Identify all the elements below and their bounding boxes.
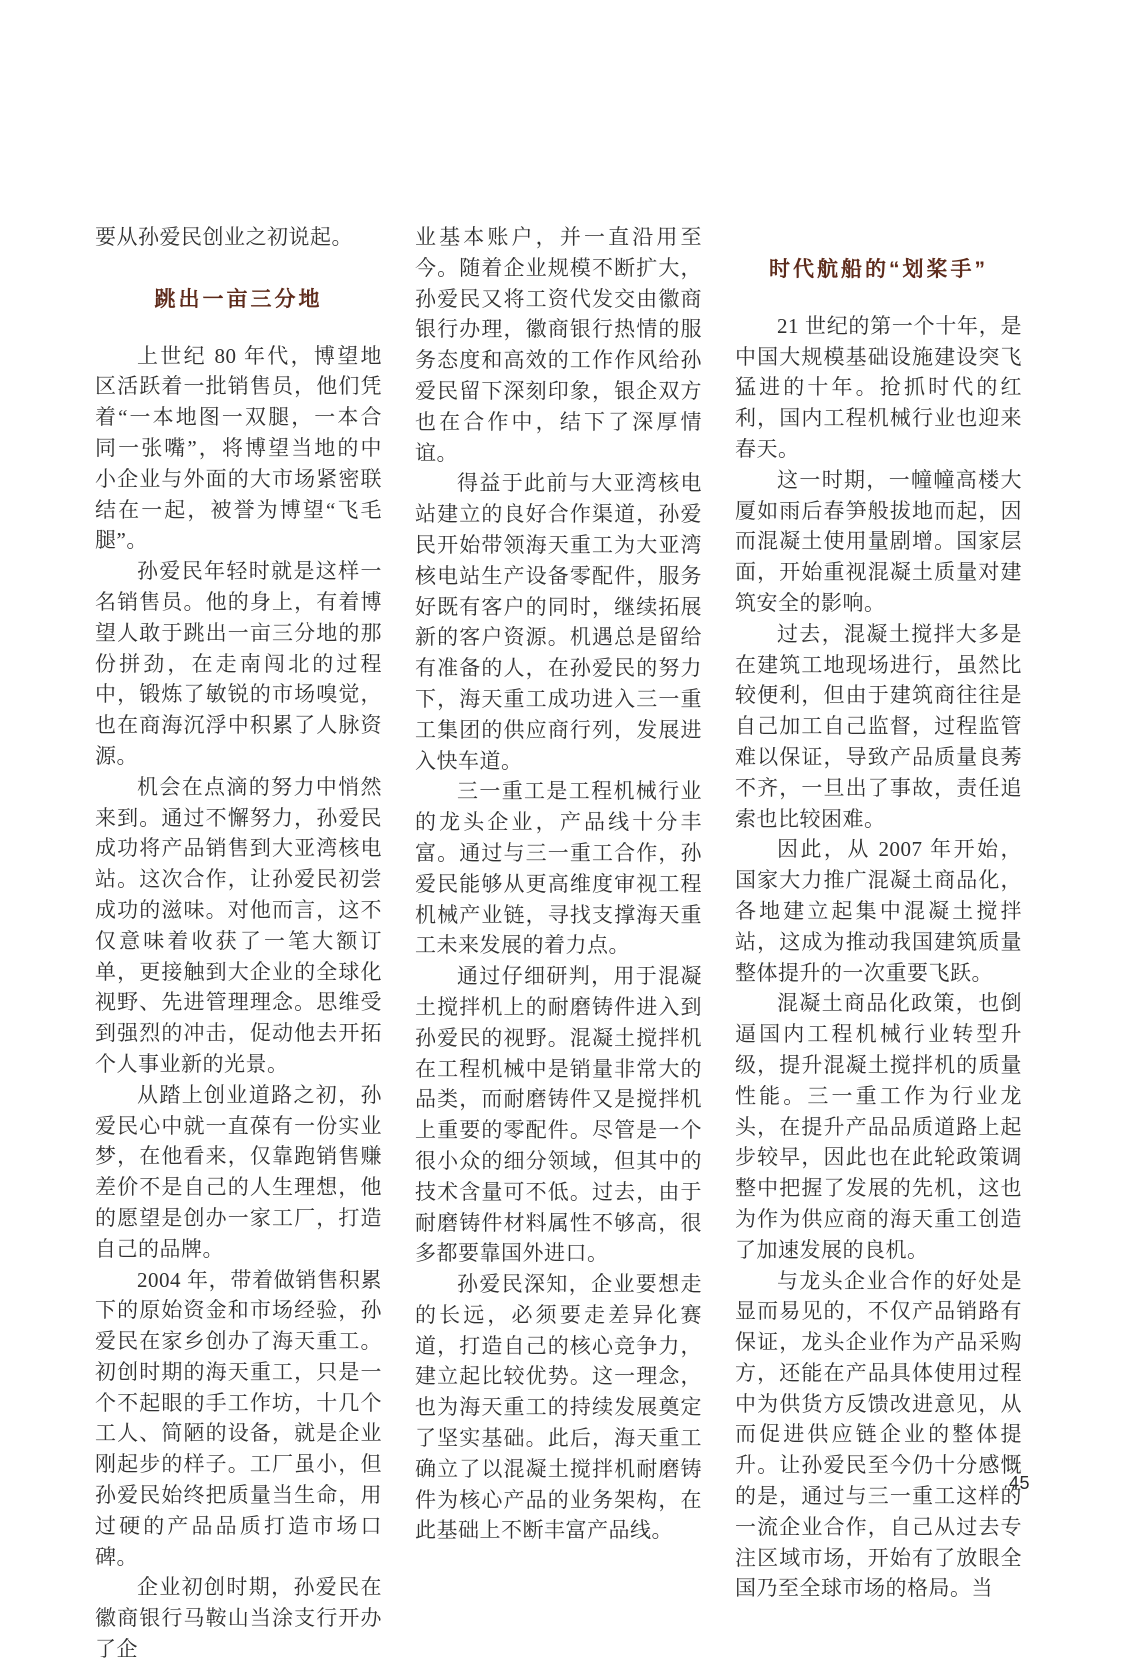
body-paragraph: 通过仔细研判，用于混凝土搅拌机上的耐磨铸件进入到孙爱民的视野。混凝土搅拌机在工程机械中是销量非常大的品类，而耐磨铸件又是搅拌机上重要的零配件。尽管是一个很小众的细分领域，但其中的技术含量可不低。过去，由于耐磨铸件材料属性不够高，很多都要靠国外进口。: [415, 964, 702, 1266]
body-paragraph: 企业初创时期，孙爱民在徽商银行马鞍山当涂支行开办了企: [95, 1575, 382, 1662]
article-content: [95, 222, 1036, 1665]
page-number: 45: [1008, 1473, 1030, 1493]
section-heading: 时代航船的“划桨手”: [769, 258, 988, 281]
body-paragraph: 孙爱民深知，企业要想走的长远，必须要走差异化赛道，打造自己的核心竞争力，建立起比较优势。这一理念，也为海天重工的持续发展奠定了坚实基础。此后，海天重工确立了以混凝土搅拌机耐磨铸件为核心产品的业务架构，在此基础上不断丰富产品线。: [415, 1272, 702, 1543]
body-paragraph: 得益于此前与大亚湾核电站建立的良好合作渠道，孙爱民开始带领海天重工为大亚湾核电站生产设备零配件，服务好既有客户的同时，继续拓展新的客户资源。机遇总是留给有准备的人，在孙爱民的努力下，海天重工成功进入三一重工集团的供应商行列，发展进入快车道。: [415, 471, 702, 773]
article-column-2: [415, 222, 702, 1546]
continuation-paragraph: 要从孙爱民创业之初说起。: [95, 225, 353, 249]
section-heading: 跳出一亩三分地: [154, 287, 323, 311]
body-paragraph: 与龙头企业合作的好处是显而易见的，不仅产品销路有保证，龙头企业作为产品采购方，还能在产品具体使用过程中为供货方反馈改进意见，从而促进供应链企业的整体提升。让孙爱民至今仍十分感慨的是，通过与三一重工这样的一流企业合作，自己从过去专注区域市场，开始有了放眼全国乃至全球市场的格局。当: [735, 1268, 1022, 1601]
continuation-paragraph: 业基本账户，并一直沿用至今。随着企业规模不断扩大，孙爱民又将工资代发交由徽商银行办理，徽商银行热情的服务态度和高效的工作作风给孙爱民留下深刻印象，银企双方也在合作中，结下了深厚情谊。: [415, 225, 702, 465]
article-column-1: [95, 222, 382, 1665]
body-paragraph: 这一时期，一幢幢高楼大厦如雨后春笋般拔地而起，因而混凝土使用量剧增。国家层面，开始重视混凝土质量对建筑安全的影响。: [735, 467, 1022, 615]
body-paragraph: 从踏上创业道路之初，孙爱民心中就一直葆有一份实业梦，在他看来，仅靠跑销售赚差价不是自己的人生理想，他的愿望是创办一家工厂，打造自己的品牌。: [95, 1082, 382, 1261]
body-paragraph: 上世纪 80 年代，博望地区活跃着一批销售员，他们凭着“一本地图一双腿，一本合同一张嘴”，将博望当地的中小企业与外面的大市场紧密联结在一起，被誉为博望“飞毛腿”。: [95, 343, 382, 553]
body-paragraph: 机会在点滴的努力中悄然来到。通过不懈努力，孙爱民成功将产品销售到大亚湾核电站。这次合作，让孙爱民初尝成功的滋味。对他而言，这不仅意味着收获了一笔大额订单，更接触到大企业的全球化视野、先进管理理念。思维受到强烈的冲击，促动他去开拓个人事业新的光景。: [95, 774, 382, 1076]
body-paragraph: 混凝土商品化政策，也倒逼国内工程机械行业转型升级，提升混凝土搅拌机的质量性能。三一重工作为行业龙头，在提升产品品质道路上起步较早，因此也在此轮政策调整中把握了发展的先机，这也为作为供应商的海天重工创造了加速发展的良机。: [735, 991, 1022, 1262]
body-paragraph: 21 世纪的第一个十年，是中国大规模基础设施建设突飞猛进的十年。抢抓时代的红利，国内工程机械行业也迎来春天。: [735, 313, 1022, 461]
body-paragraph: 因此，从 2007 年开始，国家大力推广混凝土商品化，各地建立起集中混凝土搅拌站，这成为推动我国建筑质量整体提升的一次重要飞跃。: [735, 837, 1022, 985]
article-column-3: [735, 222, 1022, 1604]
body-paragraph: 2004 年，带着做销售积累下的原始资金和市场经验，孙爱民在家乡创办了海天重工。初创时期的海天重工，只是一个不起眼的手工作坊，十几个工人、简陋的设备，就是企业刚起步的样子。工厂虽小，但孙爱民始终把质量当生命，用过硬的产品品质打造市场口碑。: [95, 1267, 382, 1569]
body-paragraph: 过去，混凝土搅拌大多是在建筑工地现场进行，虽然比较便利，但由于建筑商往往是自己加工自己监督，过程监管难以保证，导致产品质量良莠不齐，一旦出了事故，责任追索也比较困难。: [735, 621, 1022, 831]
body-paragraph: 三一重工是工程机械行业的龙头企业，产品线十分丰富。通过与三一重工合作，孙爱民能够从更高维度审视工程机械产业链，寻找支撑海天重工未来发展的着力点。: [415, 779, 702, 958]
body-paragraph: 孙爱民年轻时就是这样一名销售员。他的身上，有着博望人敢于跳出一亩三分地的那份拼劲，在走南闯北的过程中，锻炼了敏锐的市场嗅觉，也在商海沉浮中积累了人脉资源。: [95, 559, 382, 768]
